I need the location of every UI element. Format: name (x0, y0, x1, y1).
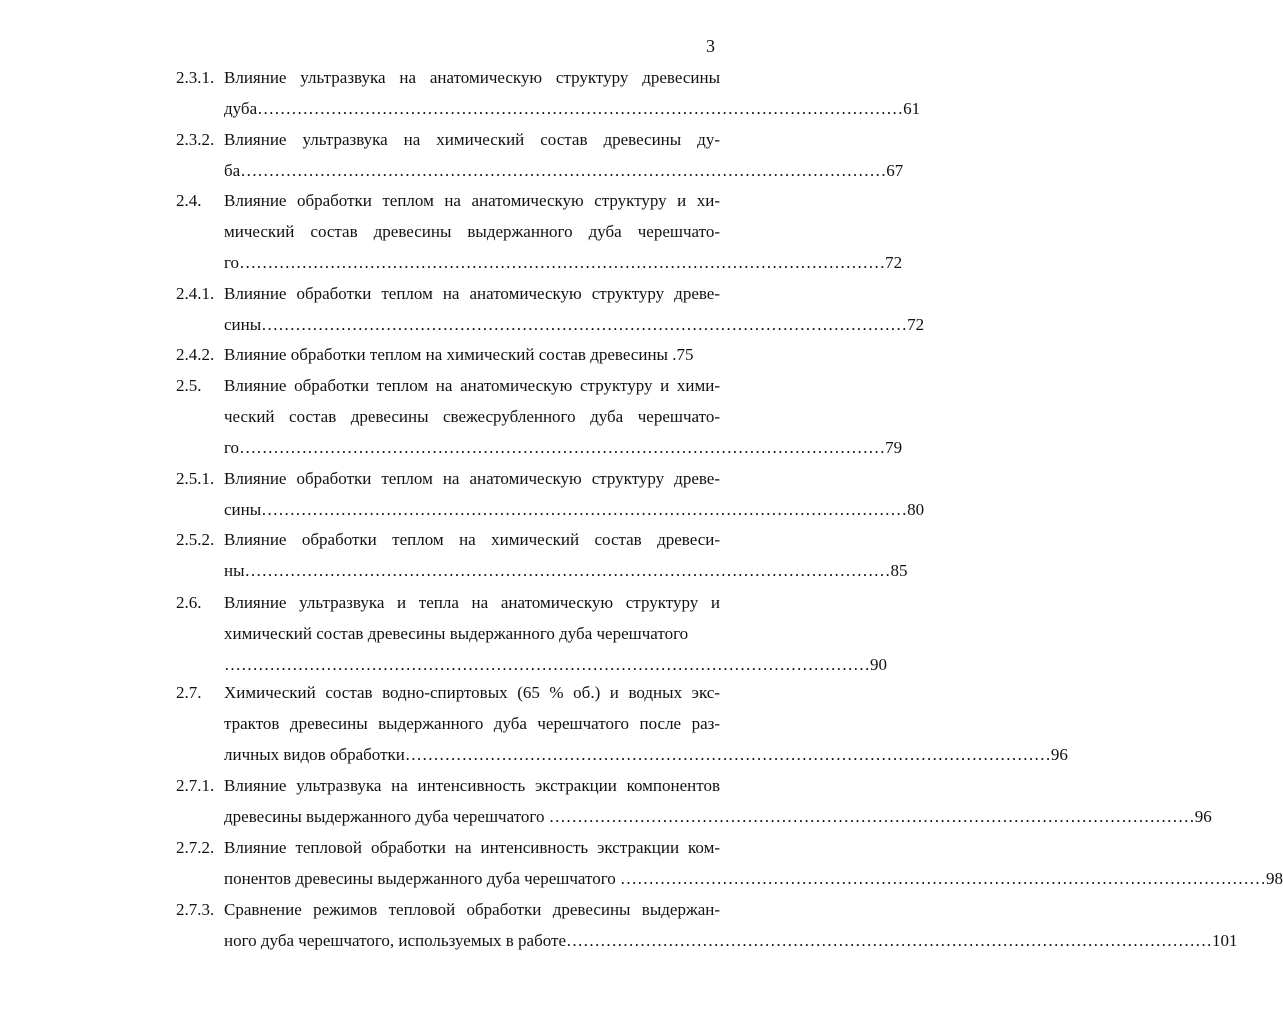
toc-entry-number: 2.7. (176, 683, 202, 702)
toc-entry-leader-line (224, 739, 1068, 770)
dot-leader: …………………………………………………………………………………………………… (544, 807, 1195, 826)
toc-entry-text: Влияние обработки теплом на анатомическую структуру древе- (224, 469, 720, 488)
toc-entry-page: 90 (870, 655, 887, 674)
toc-entry-tail: ного дуба черешчатого, используемых в работе (224, 931, 566, 950)
dot-leader: …………………………………………………………………………………………………… (224, 655, 870, 674)
toc-entry-number: 2.4. (176, 191, 202, 210)
toc-entry-leader-line (224, 555, 908, 586)
toc-entry-page: 80 (907, 500, 925, 519)
toc-entry-text: Сравнение режимов тепловой обработки древесины выдержан- (224, 900, 720, 919)
toc-entry-leader-line (224, 155, 904, 186)
toc-entry-tail: Влияние обработки теплом на химический состав древесины . (224, 345, 677, 364)
toc-entry-leader-line (224, 247, 903, 278)
toc-entry-number: 2.3.2. (176, 130, 215, 149)
toc-entry-text: Влияние обработки теплом на анатомическую структуру древе- (224, 284, 720, 303)
dot-leader: …………………………………………………………………………………………………… (261, 500, 908, 519)
dot-leader: …………………………………………………………………………………………………… (239, 438, 886, 457)
toc-entry-leader-line (224, 339, 720, 370)
toc-entry-tail: го (224, 438, 240, 457)
toc-entry-page: 101 (1212, 931, 1238, 950)
toc-entry-leader-line (224, 309, 925, 340)
dot-leader: …………………………………………………………………………………………………… (239, 253, 886, 272)
dot-leader: …………………………………………………………………………………………………… (404, 745, 1051, 764)
toc-entry-text: Влияние обработки теплом на анатомическую структуру и хими- (224, 376, 720, 395)
toc-entry-tail: дуба (224, 99, 258, 118)
toc-entry-text: Влияние ультразвука и тепла на анатомическую структуру и (224, 593, 720, 612)
toc-entry-tail: ны (224, 561, 245, 580)
toc-entry-tail: го (224, 253, 240, 272)
toc-entry-page: 85 (890, 561, 908, 580)
toc-entry-leader-line (224, 494, 925, 525)
toc-entry-text: Влияние ультразвука на анатомическую структуру древесины (224, 68, 720, 87)
toc-entry-text: трактов древесины выдержанного дуба черешчатого после раз- (224, 714, 720, 733)
toc-entry-tail: сины (224, 500, 262, 519)
toc-entry-page: 96 (1194, 807, 1212, 826)
toc-entry-number: 2.4.1. (176, 284, 215, 303)
toc-entry-number: 2.3.1. (176, 68, 215, 87)
toc-entry-page: 98 (1266, 869, 1283, 888)
toc-entry-tail: понентов древесины выдержанного дуба черешчатого (224, 869, 616, 888)
toc-entry-tail: древесины выдержанного дуба черешчатого (224, 807, 545, 826)
toc-entry-tail: ба (224, 161, 241, 180)
toc-entry-tail: сины (224, 315, 262, 334)
toc-entry-number: 2.7.2. (176, 838, 215, 857)
toc-entry-page: 67 (886, 161, 904, 180)
toc-entry-number: 2.4.2. (176, 345, 215, 364)
toc-entry-text: Влияние тепловой обработки на интенсивность экстракции ком- (224, 838, 720, 857)
toc-entry-number: 2.5.1. (176, 469, 215, 488)
dot-leader: …………………………………………………………………………………………………… (244, 561, 891, 580)
toc-entry-leader-line (224, 93, 921, 124)
toc-entry-leader-line (224, 432, 903, 463)
toc-entry-text: химический состав древесины выдержанного дуба черешчатого (224, 624, 689, 643)
toc-entry-number: 2.5. (176, 376, 202, 395)
toc-entry-text: Влияние ультразвука на химический состав древесины ду- (224, 130, 720, 149)
page-number: 3 (706, 36, 715, 56)
toc-entry-page: 72 (885, 253, 903, 272)
toc-entry-text: мический состав древесины выдержанного дуба черешчато- (224, 222, 720, 241)
dot-leader: …………………………………………………………………………………………………… (240, 161, 887, 180)
toc-entry-leader-line (224, 801, 1212, 832)
toc-entry-text: Влияние обработки теплом на химический состав древеси- (224, 530, 720, 549)
toc-entry-number: 2.7.3. (176, 900, 215, 919)
toc-entry-number: 2.5.2. (176, 530, 215, 549)
toc-entry-page: 61 (903, 99, 921, 118)
toc-entry-page: 75 (676, 345, 694, 364)
toc-entry-text: Химический состав водно-спиртовых (65 % об.) и водных экс- (224, 683, 720, 702)
toc-entry-tail: личных видов обработки (224, 745, 405, 764)
dot-leader: …………………………………………………………………………………………………… (566, 931, 1212, 950)
toc-entry-page: 79 (885, 438, 903, 457)
toc-entry-text: ческий состав древесины свежесрубленного дуба черешчато- (224, 407, 720, 426)
dot-leader: …………………………………………………………………………………………………… (257, 99, 904, 118)
toc-entry-text: Влияние ультразвука на интенсивность экстракции компонентов (224, 776, 720, 795)
toc-entry-number: 2.6. (176, 593, 202, 612)
toc-entry-leader-line (224, 649, 887, 680)
toc-entry-leader-line (224, 925, 1238, 956)
dot-leader: …………………………………………………………………………………………………… (615, 869, 1267, 888)
toc-entry-page: 96 (1050, 745, 1068, 764)
toc-entry-leader-line (224, 863, 1283, 894)
toc-entry-page: 72 (907, 315, 925, 334)
toc-entry-text: Влияние обработки теплом на анатомическую структуру и хи- (224, 191, 720, 210)
toc-entry-number: 2.7.1. (176, 776, 215, 795)
dot-leader: …………………………………………………………………………………………………… (261, 315, 908, 334)
